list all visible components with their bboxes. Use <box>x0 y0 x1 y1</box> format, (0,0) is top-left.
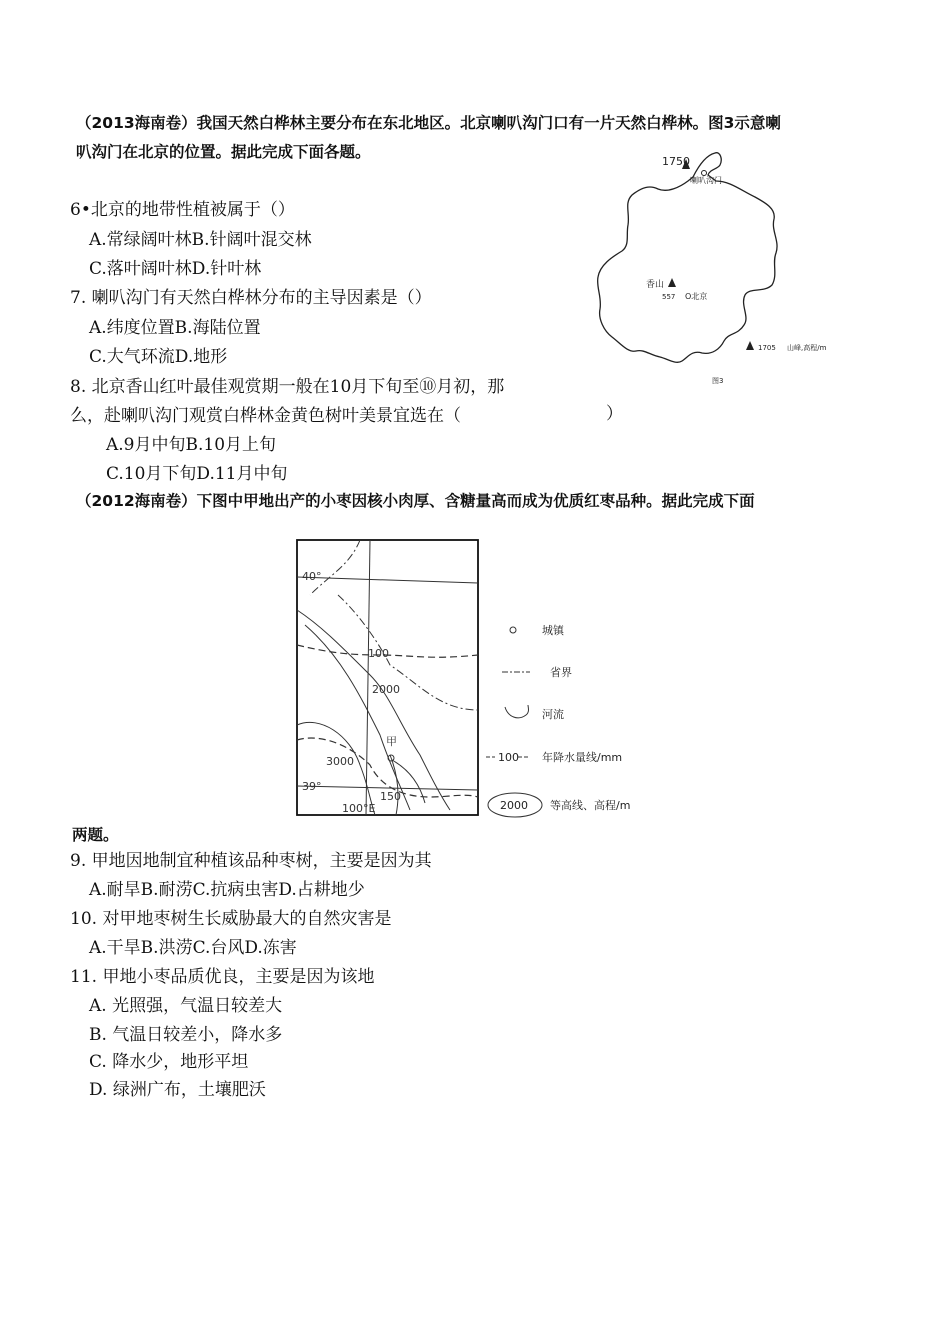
river-line <box>390 755 425 815</box>
label-iso-100: 100 <box>368 647 389 660</box>
intro-line-2: 叭沟门在北京的位置。据此完成下面各题。 <box>76 143 371 161</box>
beijing-location-map <box>590 145 850 390</box>
question-7-option-1: A.纬度位置B.海陆位置 <box>89 318 261 338</box>
question-6-option-1: A.常绿阔叶林B.针阔叶混交林 <box>89 230 312 250</box>
label-lat-40: 40° <box>302 570 322 583</box>
intro2-line-1: （2012海南卷）下图中甲地出产的小枣因核小肉厚、含糖量高而成为优质红枣品种。据此完成下面 <box>76 492 755 510</box>
label-lat-39: 39° <box>302 780 322 793</box>
legend-contour-value: 2000 <box>500 799 528 812</box>
question-8-stem-line-1: 8. 北京香山红叶最佳观赏期一般在10月下旬至⑩月初，那 <box>70 377 505 397</box>
xiangshan-peak-icon <box>668 278 676 287</box>
legend-peak-elevation: 1705 <box>758 344 776 352</box>
label-jia: 甲 <box>386 735 397 748</box>
question-9-stem: 9. 甲地因地制宜种植该品种枣树，主要是因为其 <box>70 851 432 871</box>
legend-border-label: 省界 <box>550 666 572 679</box>
jia-region-map <box>290 535 650 820</box>
legend-iso-value: 100 <box>498 751 519 764</box>
longitude-100-line <box>366 540 370 815</box>
beijing-boundary <box>598 153 777 363</box>
xiangshan-label: 香山 <box>646 280 665 290</box>
figure-caption: 图3 <box>712 377 724 385</box>
label-iso-150: 150 <box>380 790 401 803</box>
legend-peak-text: 山峰,高程/m <box>787 344 827 352</box>
question-10-stem: 10. 对甲地枣树生长威胁最大的自然灾害是 <box>70 909 392 929</box>
question-6-option-2: C.落叶阔叶林D.针叶林 <box>89 259 262 279</box>
question-6-stem: 6•北京的地带性植被属于（） <box>70 200 295 220</box>
question-8-option-2: C.10月下旬D.11月中旬 <box>106 464 288 484</box>
lbmg-marker <box>702 171 707 176</box>
question-8-option-1: A.9月中旬B.10月上旬 <box>106 435 277 455</box>
map-frame <box>297 540 478 815</box>
legend-town-icon <box>510 627 516 633</box>
question-11-option-a: A. 光照强，气温日较差大 <box>89 996 283 1016</box>
intro2-line-2: 两题。 <box>72 826 119 844</box>
legend-town-label: 城镇 <box>542 624 564 637</box>
question-7-stem: 7. 喇叭沟门有天然白桦林分布的主导因素是（） <box>70 288 432 308</box>
question-8-closing-paren: ） <box>606 404 623 424</box>
lbmg-label: 喇叭沟门 <box>690 176 722 185</box>
question-11-option-d: D. 绿洲广布，土壤肥沃 <box>89 1080 266 1100</box>
question-10-option-1: A.干旱B.洪涝C.台风D.冻害 <box>89 938 297 958</box>
legend-river-label: 河流 <box>542 708 564 721</box>
legend-river-icon <box>505 705 529 718</box>
question-8-stem-line-2: 么，赴喇叭沟门观赏白桦林金黄色树叶美景宜选在（ <box>70 406 461 426</box>
label-elev-3000: 3000 <box>326 755 354 768</box>
question-7-option-2: C.大气环流D.地形 <box>89 347 228 367</box>
intro-line-1: （2013海南卷）我国天然白桦林主要分布在东北地区。北京喇叭沟门口有一片天然白桦林。图3示意喇 <box>76 114 781 132</box>
legend-iso-label: 年降水量线/mm <box>542 751 623 764</box>
label-lon-100: 100°E <box>342 802 376 815</box>
beijing-label: O北京 <box>685 292 708 301</box>
question-11-option-c: C. 降水少，地形平坦 <box>89 1052 249 1072</box>
label-elev-2000: 2000 <box>372 683 400 696</box>
peak-top-elevation: 1750 <box>662 155 690 168</box>
question-9-option-1: A.耐旱B.耐涝C.抗病虫害D.占耕地少 <box>89 880 365 900</box>
question-11-option-b: B. 气温日较差小，降水多 <box>89 1025 283 1045</box>
question-11-stem: 11. 甲地小枣品质优良，主要是因为该地 <box>70 967 375 987</box>
legend-contour-label: 等高线、高程/m <box>550 799 631 812</box>
xiangshan-elevation: 557 <box>662 293 676 301</box>
legend-peak-icon <box>746 341 754 350</box>
